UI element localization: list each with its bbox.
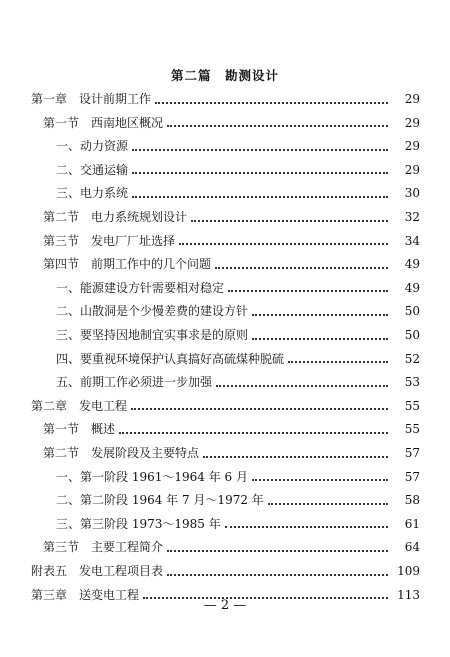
toc-entry (0, 371, 450, 393)
dot-leader (252, 478, 388, 481)
toc-entry-page: 29 (404, 139, 420, 154)
toc-entry-page: 113 (397, 587, 420, 602)
toc-entry-label: 三、要坚持因地制宜实事求是的原则 (56, 328, 249, 342)
toc-entry (0, 159, 450, 181)
toc-entry-label: 第四节 前期工作中的几个问题 (43, 257, 212, 272)
toc-entry-label: 第一节 西南地区概况 (43, 115, 164, 130)
toc-entry-page: 109 (397, 564, 420, 578)
toc-entry-page: 57 (404, 446, 420, 460)
toc-entry-page: 64 (404, 540, 420, 555)
toc-entry-label: 二、山散洞是个少慢差费的建设方针 (56, 304, 249, 319)
toc-entry-label: 附表五 发电工程项目表 (31, 564, 164, 578)
toc-entry-page: 32 (404, 210, 420, 224)
toc-entry-label: 一、动力资源 (56, 139, 129, 154)
toc-entry-page: 50 (404, 328, 420, 342)
dot-leader (167, 124, 388, 127)
toc-entry-label: 第一章 设计前期工作 (31, 92, 152, 106)
toc-entry (0, 135, 450, 157)
toc-entry-page: 52 (404, 351, 420, 366)
toc-entry-page: 53 (404, 375, 420, 390)
dot-leader (191, 219, 388, 222)
dot-leader (216, 384, 388, 387)
toc-entry (0, 112, 450, 134)
dot-leader (252, 313, 388, 316)
toc-entry-page: 34 (404, 233, 420, 248)
toc-entry (0, 442, 450, 464)
toc-entry-label: 一、第一阶段 1961～1964 年 6 月 (56, 469, 248, 484)
dot-leader (268, 502, 388, 505)
dot-leader (225, 525, 388, 528)
toc-entry-label: 第三章 送变电工程 (31, 587, 140, 602)
toc-entry (0, 489, 450, 511)
toc-entry-label: 第三节 发电厂厂址选择 (43, 233, 176, 248)
toc-entry-page: 58 (404, 493, 420, 508)
dot-leader (288, 360, 388, 363)
dot-leader (179, 242, 388, 245)
toc-entry (0, 182, 450, 204)
dot-leader (203, 455, 388, 458)
toc-entry-page: 49 (404, 280, 420, 295)
dot-leader (132, 148, 388, 151)
toc-entry (0, 88, 450, 110)
toc-entry-label: 第一节 概述 (43, 422, 116, 437)
toc-entry (0, 324, 450, 346)
dot-leader (155, 101, 388, 104)
toc-entry-label: 二、交通运输 (56, 162, 129, 177)
toc-entry (0, 560, 450, 582)
toc-entry-page: 55 (404, 398, 420, 413)
dot-leader (119, 431, 388, 434)
toc-entry-page: 29 (404, 115, 420, 130)
dot-leader (132, 195, 388, 198)
dot-leader (252, 337, 388, 340)
toc-entry-label: 五、前期工作必须进一步加强 (56, 375, 213, 390)
toc-entry-label: 第三节 主要工程简介 (43, 540, 164, 555)
toc-entry-label: 第二节 电力系统规划设计 (43, 210, 188, 224)
dot-leader (132, 171, 388, 174)
toc-entry-page: 29 (404, 162, 420, 177)
toc-entry (0, 513, 450, 535)
part-title: 第二篇 勘测设计 (170, 68, 279, 83)
toc-entry-label: 一、能源建设方针需要相对稳定 (56, 280, 225, 295)
toc-entry (0, 418, 450, 440)
toc-entry-page: 30 (404, 186, 420, 201)
page-number: — 2 — (203, 598, 247, 613)
dot-leader (167, 549, 388, 552)
dot-leader (215, 266, 388, 269)
toc-entry (0, 395, 450, 417)
toc-entry-page: 61 (404, 516, 420, 531)
toc-entry-page: 57 (404, 469, 420, 484)
toc-entry (0, 277, 450, 299)
toc-entry-label: 三、第三阶段 1973～1985 年 (56, 516, 221, 531)
toc-entry (0, 466, 450, 488)
toc-entry-label: 第二节 发展阶段及主要特点 (43, 446, 200, 460)
toc-entry-label: 第二章 发电工程 (31, 398, 128, 413)
dot-leader (131, 407, 388, 410)
toc-entry-page: 55 (404, 422, 420, 437)
toc-entry-page: 29 (404, 92, 420, 106)
toc-entry (0, 230, 450, 252)
toc-entry (0, 300, 450, 322)
toc-entry-page: 49 (404, 257, 420, 272)
dot-leader (228, 289, 388, 292)
toc-entry (0, 253, 450, 275)
toc-entry-label: 三、电力系统 (56, 186, 129, 201)
toc-entry-label: 四、要重视环境保护认真搞好高硫煤种脱硫 (56, 351, 285, 366)
toc-entry (0, 206, 450, 228)
toc-entry-label: 二、第二阶段 1964 年 7 月～1972 年 (56, 493, 264, 508)
toc-entry (0, 348, 450, 370)
toc-entry (0, 536, 450, 558)
toc-entry-page: 50 (404, 304, 420, 319)
dot-leader (167, 573, 388, 576)
